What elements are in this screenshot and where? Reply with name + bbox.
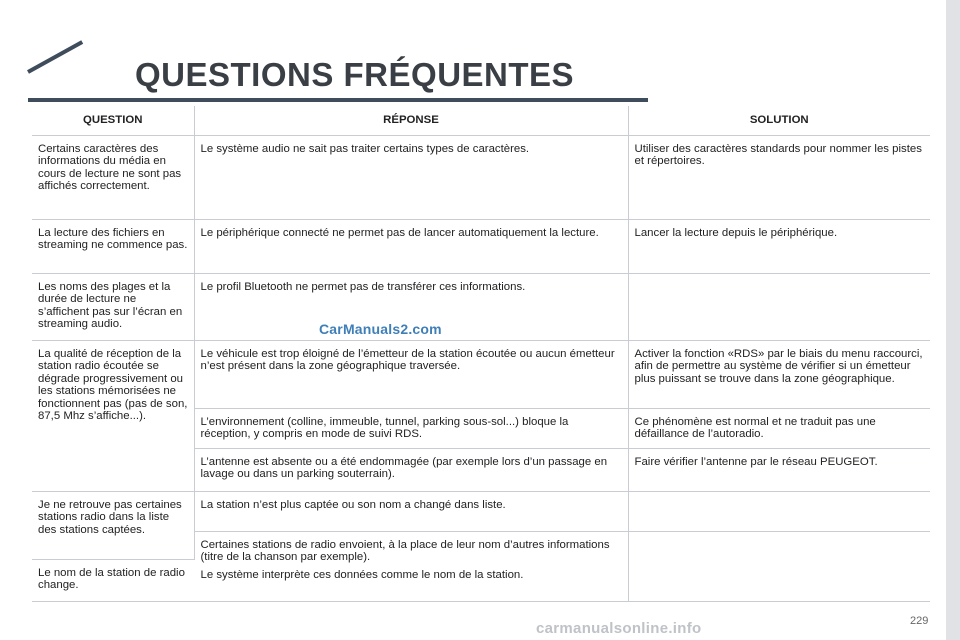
response-line: Certaines stations de radio envoient, à la place de leur nom d’autres informations (titre de la chanson par exemple). xyxy=(200,539,610,564)
response-cell: Le système audio ne sait pas traiter certains types de caractères. xyxy=(194,136,628,220)
side-margin-bar xyxy=(946,0,960,640)
page-number: 229 xyxy=(910,615,929,627)
response-cell: La station n’est plus captée ou son nom a changé dans liste. xyxy=(194,492,628,532)
page-title: QUESTIONS FRÉQUENTES xyxy=(135,56,575,93)
footer-watermark: carmanualsonline.info xyxy=(536,620,702,637)
solution-cell: Lancer la lecture depuis le périphérique. xyxy=(628,220,930,274)
solution-cell: Ce phénomène est normal et ne traduit pas une défaillance de l’autoradio. xyxy=(628,409,930,449)
response-cell: Le profil Bluetooth ne permet pas de transférer ces informations. xyxy=(194,274,628,341)
solution-cell xyxy=(628,274,930,341)
solution-cell xyxy=(628,492,930,532)
header-underline xyxy=(28,98,648,102)
question-cell: Je ne retrouve pas certaines stations radio dans la liste des stations captées. xyxy=(32,492,194,560)
table-row xyxy=(32,492,930,532)
question-cell: Le nom de la station de radio change. xyxy=(32,560,194,602)
response-cell: L’antenne est absente ou a été endommagée (par exemple lors d’un passage en lavage ou dans un parking souterrain). xyxy=(194,449,628,492)
solution-cell xyxy=(628,532,930,602)
faq-table xyxy=(32,106,930,602)
question-cell: La lecture des fichiers en streaming ne commence pas. xyxy=(32,220,194,274)
watermark-link[interactable]: CarManuals2.com xyxy=(319,321,442,337)
table-row xyxy=(32,341,930,409)
table-row xyxy=(32,136,930,220)
response-cell: Le périphérique connecté ne permet pas de lancer automatiquement la lecture. xyxy=(194,220,628,274)
header-decoration xyxy=(27,40,83,74)
response-line: Le système interprète ces données comme le nom de la station. xyxy=(200,568,524,581)
page-header xyxy=(28,40,944,102)
question-cell: Certains caractères des informations du média en cours de lecture ne sont pas affichés correctement. xyxy=(32,136,194,220)
question-cell: La qualité de réception de la station radio écoutée se dégrade progressivement ou les stations mémorisées ne fonctionnent pas (pas de son, 87,5 Mhz s’affiche...). xyxy=(32,341,194,492)
question-cell: Les noms des plages et la durée de lecture ne s’affichent pas sur l’écran en streaming audio. xyxy=(32,274,194,341)
column-header-question: QUESTION xyxy=(32,106,194,136)
response-cell xyxy=(194,532,628,602)
response-cell: L’environnement (colline, immeuble, tunnel, parking sous-sol...) bloque la réception, y compris en mode de suivi RDS. xyxy=(194,409,628,449)
column-header-response: RÉPONSE xyxy=(194,106,628,136)
solution-cell: Faire vérifier l’antenne par le réseau PEUGEOT. xyxy=(628,449,930,492)
solution-cell: Activer la fonction «RDS» par le biais du menu raccourci, afin de permettre au système de vérifier si un émetteur plus puissant se trouve dans la zone géographique. xyxy=(628,341,930,409)
solution-cell: Utiliser des caractères standards pour nommer les pistes et répertoires. xyxy=(628,136,930,220)
table-header xyxy=(32,106,930,136)
column-header-solution: SOLUTION xyxy=(628,106,930,136)
response-cell: Le véhicule est trop éloigné de l’émetteur de la station écoutée ou aucun émetteur n’est présent dans la zone géographique traversée. xyxy=(194,341,628,409)
table-row xyxy=(32,274,930,341)
table-row xyxy=(32,220,930,274)
